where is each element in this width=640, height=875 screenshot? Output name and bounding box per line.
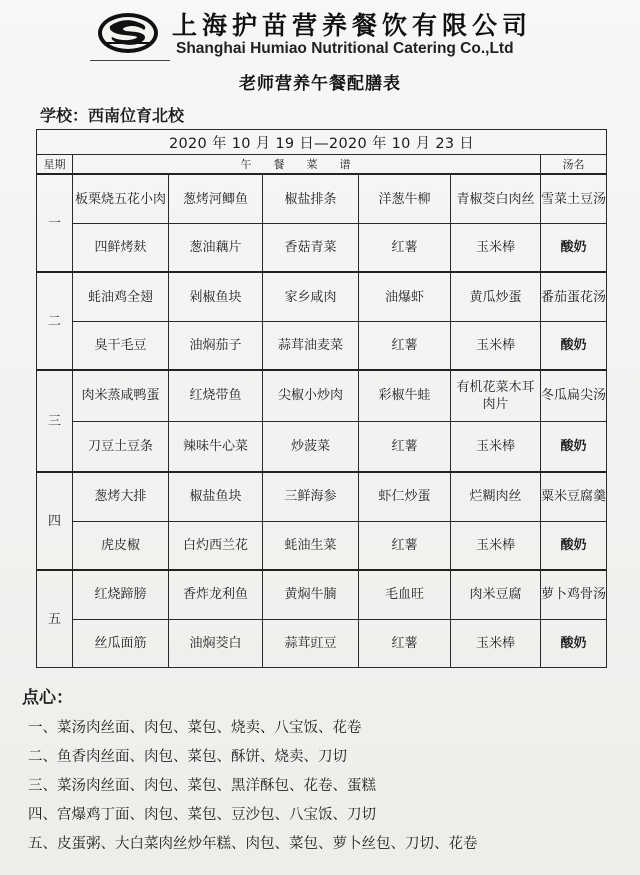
menu-row-side [37, 321, 607, 370]
dish-cell: 葱烤大排 [73, 472, 169, 521]
dish-cell: 尖椒小炒肉 [263, 370, 359, 421]
yogurt-cell: 酸奶 [541, 321, 607, 370]
dish-cell: 四鲜烤麸 [73, 223, 169, 272]
day-label: 四 [37, 472, 73, 570]
dish-cell: 油爆虾 [359, 272, 451, 321]
page-title: 老师营养午餐配膳表 [239, 74, 401, 94]
dish-cell: 家乡咸肉 [263, 272, 359, 321]
yogurt-cell: 酸奶 [541, 619, 607, 667]
dish-cell: 丝瓜面筋 [73, 619, 169, 667]
dish-cell: 油焖茄子 [169, 321, 263, 370]
dish-cell: 香菇青菜 [263, 223, 359, 272]
dish-cell: 玉米棒 [451, 421, 541, 472]
dish-cell: 红烧蹄膀 [73, 570, 169, 619]
snack-item: 四、宫爆鸡丁面、肉包、菜包、豆沙包、八宝饭、刀切 [28, 807, 376, 823]
dish-cell: 红薯 [359, 521, 451, 570]
company-name-chinese: 上海护苗营养餐饮有限公司 [172, 11, 533, 40]
dish-cell: 蒜茸油麦菜 [263, 321, 359, 370]
dish-cell: 蚝油鸡全翅 [73, 272, 169, 321]
dish-cell: 香炸龙利鱼 [169, 570, 263, 619]
dish-cell: 油焖茭白 [169, 619, 263, 667]
snack-item: 二、鱼香肉丝面、肉包、菜包、酥饼、烧卖、刀切 [28, 749, 347, 765]
dish-cell: 青椒茭白肉丝 [451, 174, 541, 223]
dish-cell: 黄焖牛腩 [263, 570, 359, 619]
day-label: 三 [37, 370, 73, 472]
day-label: 一 [37, 174, 73, 272]
menu-row-side [37, 223, 607, 272]
dish-cell: 玉米棒 [451, 321, 541, 370]
dish-cell: 炒菠菜 [263, 421, 359, 472]
column-header-day: 星期 [37, 155, 73, 175]
dish-cell: 蚝油生菜 [263, 521, 359, 570]
dish-cell: 玉米棒 [451, 619, 541, 667]
school-label: 学校：西南位育北校 [40, 106, 185, 125]
column-header-lunch: 午餐菜谱 [73, 155, 541, 175]
dish-cell: 红薯 [359, 321, 451, 370]
dish-cell: 剁椒鱼块 [169, 272, 263, 321]
dish-cell: 黄瓜炒蛋 [451, 272, 541, 321]
soup-cell: 番茄蛋花汤 [541, 272, 607, 321]
dish-cell: 葱烤河鲫鱼 [169, 174, 263, 223]
column-header-soup: 汤名 [541, 155, 607, 175]
dish-cell: 毛血旺 [359, 570, 451, 619]
menu-row-main [37, 272, 607, 321]
dish-cell: 肉米豆腐 [451, 570, 541, 619]
soup-cell: 冬瓜扁尖汤 [541, 370, 607, 421]
menu-row-side [37, 619, 607, 667]
dish-cell: 玉米棒 [451, 521, 541, 570]
dish-cell: 玉米棒 [451, 223, 541, 272]
dish-cell: 蒜茸豇豆 [263, 619, 359, 667]
soup-cell: 粟米豆腐羹 [541, 472, 607, 521]
dish-cell: 虎皮椒 [73, 521, 169, 570]
company-name-english: Shanghai Humiao Nutritional Catering Co.,Ltd [176, 40, 514, 57]
snack-item: 三、菜汤肉丝面、肉包、菜包、黑洋酥包、花卷、蛋糕 [28, 778, 376, 794]
snack-item: 一、菜汤肉丝面、肉包、菜包、烧卖、八宝饭、花卷 [28, 720, 362, 736]
yogurt-cell: 酸奶 [541, 223, 607, 272]
dish-cell: 肉米蒸咸鸭蛋 [73, 370, 169, 421]
menu-row-side [37, 421, 607, 472]
soup-cell: 萝卜鸡骨汤 [541, 570, 607, 619]
menu-table-body [37, 174, 607, 667]
dish-cell: 刀豆土豆条 [73, 421, 169, 472]
menu-row-main [37, 370, 607, 421]
dish-cell: 红烧带鱼 [169, 370, 263, 421]
dish-cell: 烂糊肉丝 [451, 472, 541, 521]
date-range: 2020 年 10 月 19 日—2020 年 10 月 23 日 [37, 130, 607, 155]
menu-row-main [37, 174, 607, 223]
dish-cell: 辣味牛心菜 [169, 421, 263, 472]
dish-cell: 虾仁炒蛋 [359, 472, 451, 521]
day-label: 五 [37, 570, 73, 667]
dish-cell: 葱油藕片 [169, 223, 263, 272]
menu-row-side [37, 521, 607, 570]
snacks-title: 点心： [22, 688, 73, 708]
dish-cell: 三鲜海参 [263, 472, 359, 521]
yogurt-cell: 酸奶 [541, 521, 607, 570]
company-logo-icon [96, 10, 160, 56]
dish-cell: 洋葱牛柳 [359, 174, 451, 223]
snack-item: 五、皮蛋粥、大白菜肉丝炒年糕、肉包、菜包、萝卜丝包、刀切、花卷 [28, 836, 478, 852]
dish-cell: 彩椒牛蛙 [359, 370, 451, 421]
menu-row-main [37, 472, 607, 521]
dish-cell: 椒盐鱼块 [169, 472, 263, 521]
header-divider [90, 60, 170, 61]
day-label: 二 [37, 272, 73, 370]
yogurt-cell: 酸奶 [541, 421, 607, 472]
dish-cell: 红薯 [359, 421, 451, 472]
dish-cell: 椒盐排条 [263, 174, 359, 223]
lunch-menu-table [36, 129, 607, 668]
dish-cell: 红薯 [359, 223, 451, 272]
dish-cell: 红薯 [359, 619, 451, 667]
dish-cell: 有机花菜木耳肉片 [451, 370, 541, 421]
menu-row-main [37, 570, 607, 619]
dish-cell: 臭干毛豆 [73, 321, 169, 370]
soup-cell: 雪菜土豆汤 [541, 174, 607, 223]
dish-cell: 白灼西兰花 [169, 521, 263, 570]
dish-cell: 板栗烧五花小肉 [73, 174, 169, 223]
